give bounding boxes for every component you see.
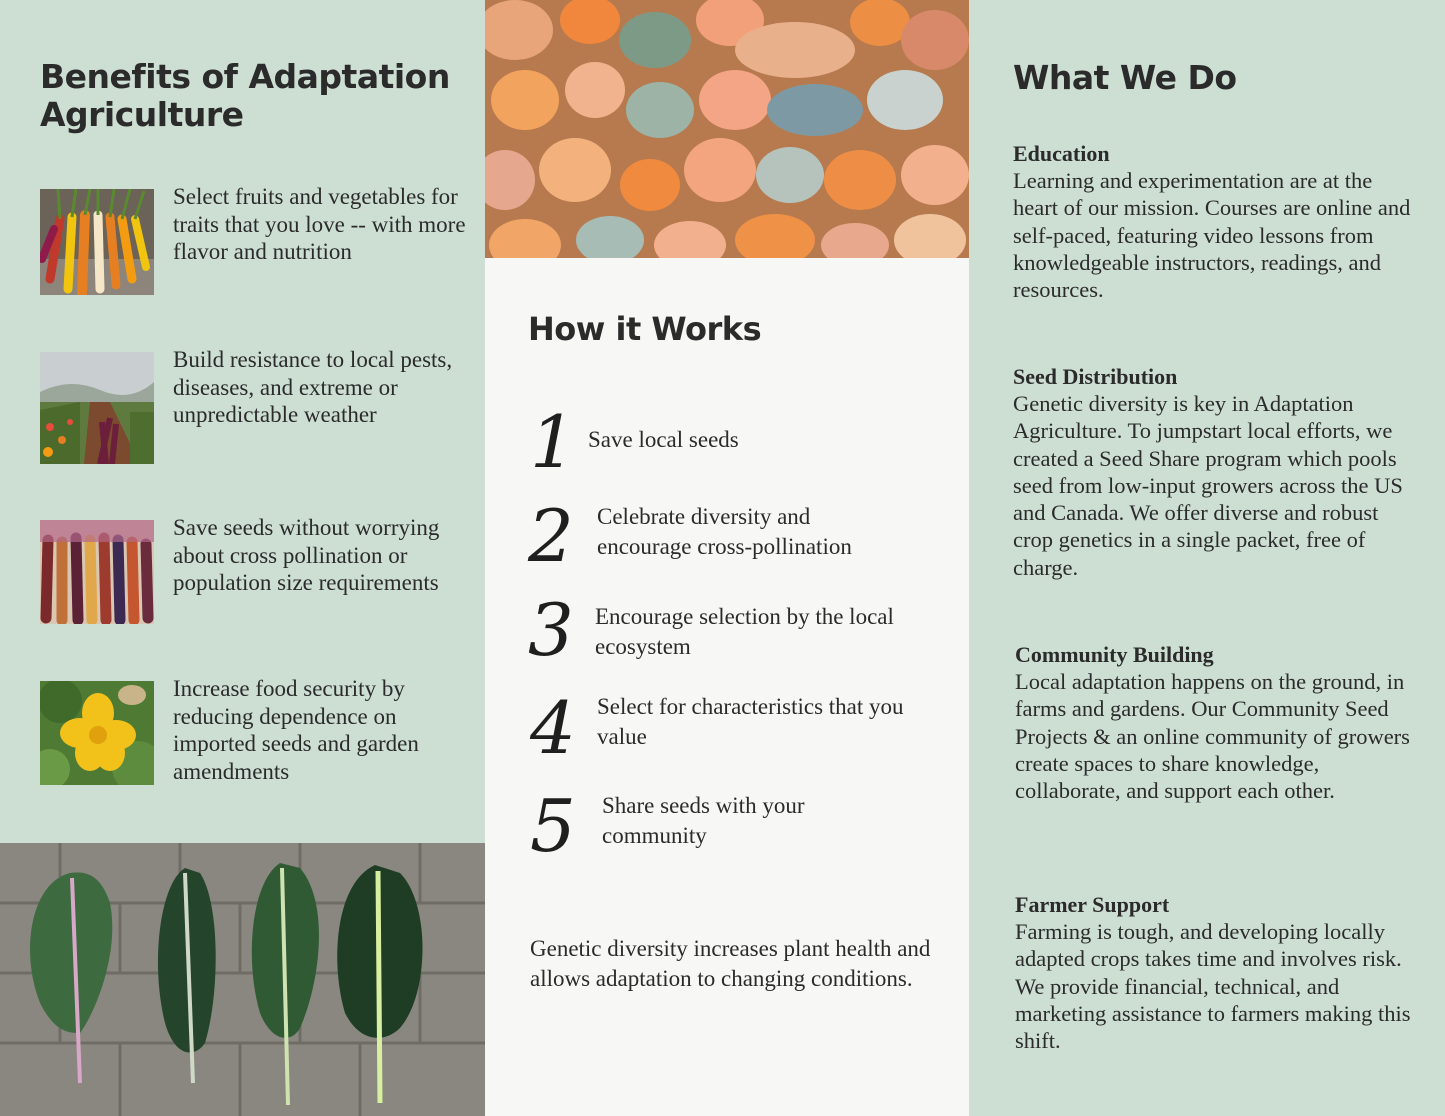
benefit-item-flavor [40,184,470,301]
kale-leaves-photo [0,843,485,1116]
winter-squash-photo [485,0,969,258]
step-text: Encourage selection by the local ecosystem [595,604,894,659]
section-heading: Seed Distribution [1013,364,1178,389]
corn-photo [40,520,154,624]
how-it-works-title: How it Works [528,310,762,348]
step-text: Save local seeds [588,427,739,452]
section-education [1013,140,1413,303]
section-seed-distribution [1013,363,1413,581]
diversity-note: Genetic diversity increases plant health and allows adaptation to changing conditions. [530,936,931,991]
step-text: Select for characteristics that you value [597,694,904,749]
benefit-text: Save seeds without worrying about cross pollination or population size requirements [173,515,440,595]
step-number: 4 [530,686,576,770]
section-body: Farming is tough, and developing locally adapted crops takes time and involves risk. We provide financial, technical, and marketing assistance to farmers making this shift. [1015,919,1411,1054]
section-farmer-support [1015,891,1415,1054]
benefit-text: Build resistance to local pests, diseases, and extreme or unpredictable weather [173,347,453,427]
step-number: 1 [530,400,576,484]
benefit-text: Select fruits and vegetables for traits that you love -- with more flavor and nutrition [173,184,466,264]
section-body: Learning and experimentation are at the heart of our mission. Courses are online and self-paced, featuring video lessons from knowledgeable instructors, readings, and resources. [1013,168,1411,303]
step-number: 3 [528,588,574,672]
section-heading: Farmer Support [1015,892,1170,917]
benefit-item-seed-saving [40,515,470,632]
section-body: Genetic diversity is key in Adaptation Agriculture. To jumpstart local efforts, we created a Seed Share program which pools seed from low-input growers across the US and Canada. We offer diverse and robust crop genetics in a single packet, free of charge. [1013,391,1403,580]
squash-blossom-photo [40,681,154,785]
section-body: Local adaptation happens on the ground, in farms and gardens. Our Community Seed Projects & an online community of growers create spaces to share knowledge, collaborate, and support each other. [1015,669,1410,804]
benefit-text: Increase food security by reducing dependence on imported seeds and garden amendments [173,676,419,784]
benefits-title: Benefits of Adaptation Agriculture [40,57,450,134]
section-community-building [1015,641,1415,804]
step-text: Celebrate diversity and encourage cross-pollination [597,504,852,559]
what-we-do-title: What We Do [1013,58,1237,97]
step-text: Share seeds with your community [602,793,805,848]
rainbow-carrots-photo [40,189,154,295]
benefit-item-food-security [40,676,470,793]
step-number: 5 [530,784,576,868]
step-number: 2 [528,494,574,578]
section-heading: Community Building [1015,642,1214,667]
benefit-item-resistance [40,347,470,464]
foggy-field-photo [40,352,154,464]
section-heading: Education [1013,141,1110,166]
